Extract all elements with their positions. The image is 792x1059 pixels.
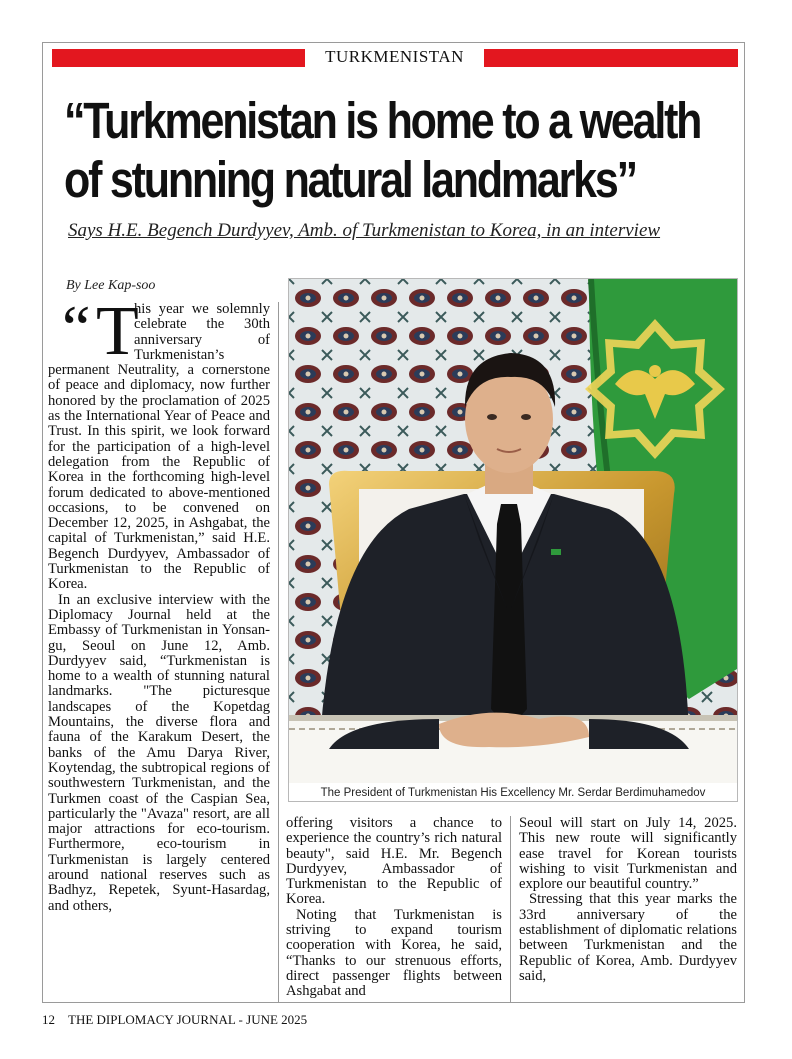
dropcap-quote: “	[62, 302, 91, 363]
paragraph: offering visitors a chance to experience the country’s rich natural beauty", said H.E. Mr. Begench Durdyyev, Ambassador of Turkmenistan to the Republic of Korea.	[286, 816, 502, 908]
article-column-2	[286, 816, 502, 1002]
page-footer	[42, 1012, 307, 1028]
column-divider	[510, 816, 511, 1002]
publication-name: THE DIPLOMACY JOURNAL - JUNE 2025	[68, 1012, 308, 1027]
section-label: TURKMENISTAN	[325, 47, 464, 66]
paragraph: In an exclusive interview with the Diplomacy Journal held at the Embassy of Turkmenistan in Yonsan-gu, Seoul on June 12, Amb. Durdyyev said, “Turkmenistan is home to a wealth of stunning natural landmarks. "The picturesque landscapes of the Kopetdag Mountains, the diverse flora and fauna of the Karakum Desert, the banks of the Amu Darya River, Koytendag, the subtropical regions of southwestern Turkmenistan, and the Turkmen coast of the Caspian Sea, particularly the "Avaza" resort, are all major attractions for eco-tourism. Furthermore, eco-tourism in Turkmenistan is largely centered around national reserves such as Badhyz, Repetek, Syunt-Hasardag, and others,	[48, 591, 270, 914]
paragraph: Noting that Turkmenistan is striving to expand tourism cooperation with Korea, he said, “Thanks to our strenuous efforts, direct passenger flights between Ashgabat and	[286, 906, 502, 1000]
paragraph: Seoul will start on July 14, 2025. This new route will significantly ease travel for Korean tourists wishing to visit Turkmenistan and explore our beautiful country.”	[519, 816, 737, 893]
byline: By Lee Kap-soo	[66, 278, 156, 293]
portrait-illustration	[289, 279, 737, 783]
headline: “Turkmenistan is home to a wealth of stunning natural landmarks”	[64, 93, 701, 209]
paragraph: Stressing that this year marks the 33rd anniversary of the establishment of diplomatic relations between Turkmenistan and the Republic of Korea, Amb. Durdyyev said,	[519, 891, 737, 984]
photo-caption: The President of Turkmenistan His Excellency Mr. Serdar Berdimuhamedov	[320, 787, 706, 799]
president-photo	[289, 279, 737, 783]
section-bar-left	[52, 49, 305, 67]
column-divider	[278, 302, 279, 1002]
page-number: 12	[42, 1012, 55, 1027]
article-column-1	[48, 302, 270, 1002]
dropcap	[48, 302, 139, 370]
subheadline: Says H.E. Begench Durdyyev, Amb. of Turkmenistan to Korea, in an interview	[68, 220, 661, 241]
section-bar-right	[484, 49, 738, 67]
paragraph: his year we solemnly celebrate the 30th anniversary of Turkmenistan’s permanent Neutrality, a cornerstone of peace and diplomacy, now further honored by the proclamation of 2025 as the International Year of Peace and Trust. In this spirit, we look forward for the participation of a high-level delegation from the Republic of Korea in the forthcoming high-level forum dedicated to above-mentioned occasions, to be convened on December 12, 2025, in Ashgabat, the capital of Turkmenistan,” said H.E. Begench Durdyyev, Ambassador of Turkmenistan to the Republic of Korea.	[48, 302, 270, 593]
article-column-3	[519, 816, 737, 1002]
dropcap-letter: T	[96, 302, 139, 370]
